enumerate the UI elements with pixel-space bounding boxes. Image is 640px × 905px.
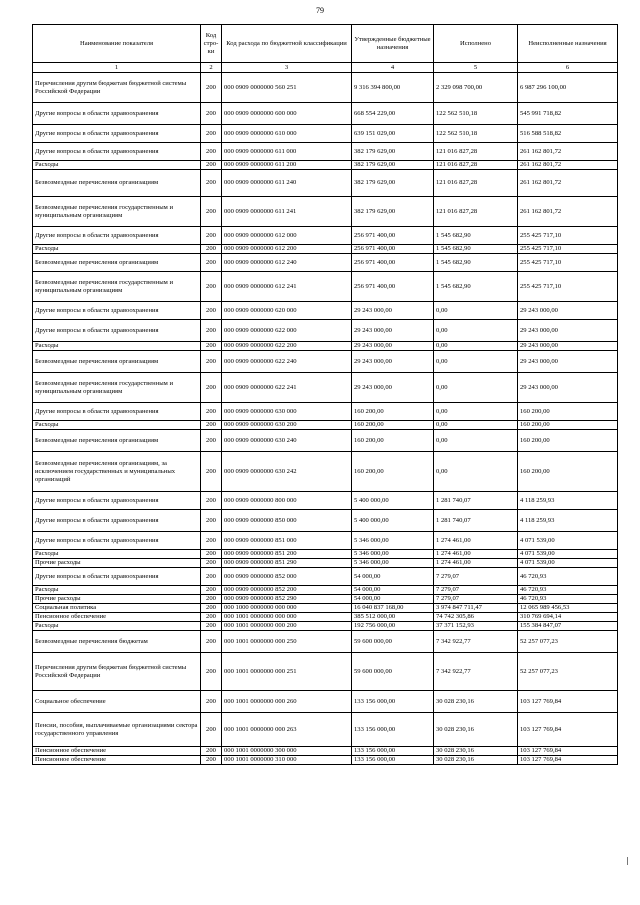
- row-name: Другие вопросы в области здравоохранения: [33, 143, 201, 161]
- row-expense-code: 000 0909 0000000 611 000: [222, 143, 352, 161]
- row-line-code: 200: [201, 586, 222, 595]
- row-name: Расходы: [33, 622, 201, 631]
- row-line-code: 200: [201, 302, 222, 320]
- row-approved: 668 554 229,00: [352, 103, 434, 125]
- row-name: Другие вопросы в области здравоохранения: [33, 510, 201, 532]
- row-executed: 122 562 510,18: [434, 125, 518, 143]
- row-expense-code: 000 0909 0000000 622 200: [222, 342, 352, 351]
- row-approved: 29 243 000,00: [352, 320, 434, 342]
- row-approved: 133 156 000,00: [352, 747, 434, 756]
- header-name: Наименование показателя: [33, 25, 201, 63]
- row-approved: 382 179 629,00: [352, 197, 434, 227]
- table-row: [33, 320, 618, 342]
- column-number: 3: [222, 63, 352, 73]
- row-unexecuted: 46 720,93: [518, 568, 618, 586]
- table-row: [33, 550, 618, 559]
- table-row: [33, 227, 618, 245]
- row-line-code: 200: [201, 559, 222, 568]
- row-expense-code: 000 0909 0000000 612 241: [222, 272, 352, 302]
- row-executed: 0,00: [434, 421, 518, 430]
- row-unexecuted: 29 243 000,00: [518, 373, 618, 403]
- row-executed: 7 279,07: [434, 586, 518, 595]
- column-number: 2: [201, 63, 222, 73]
- row-expense-code: 000 0909 0000000 612 240: [222, 254, 352, 272]
- row-approved: 256 971 400,00: [352, 227, 434, 245]
- row-executed: 74 742 305,86: [434, 613, 518, 622]
- row-expense-code: 000 0909 0000000 610 000: [222, 125, 352, 143]
- table-row: [33, 653, 618, 691]
- row-name: Безвозмездные перечисления организациям: [33, 351, 201, 373]
- budget-table: [32, 24, 618, 765]
- row-executed: 7 279,07: [434, 595, 518, 604]
- table-row: [33, 197, 618, 227]
- row-expense-code: 000 0909 0000000 630 000: [222, 403, 352, 421]
- column-number: 5: [434, 63, 518, 73]
- row-name: Другие вопросы в области здравоохранения: [33, 103, 201, 125]
- table-row: [33, 403, 618, 421]
- row-approved: 639 151 029,00: [352, 125, 434, 143]
- row-line-code: 200: [201, 161, 222, 170]
- row-executed: 30 028 230,16: [434, 747, 518, 756]
- row-executed: 1 281 740,07: [434, 492, 518, 510]
- row-executed: 0,00: [434, 320, 518, 342]
- row-line-code: 200: [201, 452, 222, 492]
- row-name: Безвозмездные перечисления организациям: [33, 170, 201, 197]
- row-line-code: 200: [201, 691, 222, 713]
- row-unexecuted: 12 065 989 456,53: [518, 604, 618, 613]
- table-body: [33, 73, 618, 765]
- table-row: [33, 756, 618, 765]
- row-line-code: 200: [201, 568, 222, 586]
- row-approved: 160 200,00: [352, 452, 434, 492]
- row-name: Безвозмездные перечисления организациям: [33, 430, 201, 452]
- table-row: [33, 691, 618, 713]
- row-expense-code: 000 1001 0000000 000 251: [222, 653, 352, 691]
- row-line-code: 200: [201, 103, 222, 125]
- row-approved: 385 512 000,00: [352, 613, 434, 622]
- table-row: [33, 161, 618, 170]
- row-approved: 54 000,00: [352, 595, 434, 604]
- row-approved: 29 243 000,00: [352, 373, 434, 403]
- row-approved: 5 400 000,00: [352, 510, 434, 532]
- row-name: Другие вопросы в области здравоохранения: [33, 492, 201, 510]
- row-expense-code: 000 0909 0000000 612 200: [222, 245, 352, 254]
- table-row: [33, 532, 618, 550]
- row-line-code: 200: [201, 373, 222, 403]
- row-line-code: 200: [201, 613, 222, 622]
- row-executed: 7 342 922,77: [434, 631, 518, 653]
- table-row: [33, 510, 618, 532]
- row-executed: 121 016 827,28: [434, 170, 518, 197]
- row-expense-code: 000 1001 0000000 000 200: [222, 622, 352, 631]
- row-approved: 5 346 000,00: [352, 532, 434, 550]
- row-unexecuted: 310 769 694,14: [518, 613, 618, 622]
- row-unexecuted: 4 118 259,93: [518, 492, 618, 510]
- row-line-code: 200: [201, 756, 222, 765]
- row-approved: 382 179 629,00: [352, 170, 434, 197]
- row-approved: 382 179 629,00: [352, 143, 434, 161]
- table-row: [33, 254, 618, 272]
- row-executed: 122 562 510,18: [434, 103, 518, 125]
- header-approved: Утвержденные бюджетные назначения: [352, 25, 434, 63]
- column-number: 4: [352, 63, 434, 73]
- header-executed: Исполнено: [434, 25, 518, 63]
- row-name: Безвозмездные перечисления бюджетам: [33, 631, 201, 653]
- row-name: Пенсионное обеспечение: [33, 756, 201, 765]
- row-unexecuted: 103 127 769,84: [518, 691, 618, 713]
- row-executed: 0,00: [434, 373, 518, 403]
- row-unexecuted: 29 243 000,00: [518, 342, 618, 351]
- row-name: Безвозмездные перечисления организациям, за исключением государственных и муниципальных организаций: [33, 452, 201, 492]
- row-expense-code: 000 1001 0000000 310 000: [222, 756, 352, 765]
- table-row: [33, 125, 618, 143]
- row-approved: 256 971 400,00: [352, 254, 434, 272]
- row-line-code: 200: [201, 622, 222, 631]
- row-expense-code: 000 0909 0000000 852 290: [222, 595, 352, 604]
- table-row: [33, 73, 618, 103]
- row-expense-code: 000 0909 0000000 852 200: [222, 586, 352, 595]
- row-approved: 5 346 000,00: [352, 550, 434, 559]
- row-name: Расходы: [33, 586, 201, 595]
- table-row: [33, 351, 618, 373]
- table-row: [33, 421, 618, 430]
- row-line-code: 200: [201, 421, 222, 430]
- row-expense-code: 000 0909 0000000 622 241: [222, 373, 352, 403]
- column-number: 6: [518, 63, 618, 73]
- header-line-code: Код стро-ки: [201, 25, 222, 63]
- row-name: Другие вопросы в области здравоохранения: [33, 320, 201, 342]
- row-executed: 1 274 461,00: [434, 532, 518, 550]
- row-executed: 121 016 827,28: [434, 161, 518, 170]
- row-unexecuted: 29 243 000,00: [518, 320, 618, 342]
- row-expense-code: 000 0909 0000000 611 241: [222, 197, 352, 227]
- row-executed: 121 016 827,28: [434, 143, 518, 161]
- row-expense-code: 000 0909 0000000 611 200: [222, 161, 352, 170]
- table-row: [33, 492, 618, 510]
- row-unexecuted: 160 200,00: [518, 430, 618, 452]
- row-expense-code: 000 1001 0000000 000 250: [222, 631, 352, 653]
- row-unexecuted: 255 425 717,10: [518, 254, 618, 272]
- table-row: [33, 613, 618, 622]
- row-approved: 160 200,00: [352, 430, 434, 452]
- row-name: Социальное обеспечение: [33, 691, 201, 713]
- row-name: Безвозмездные перечисления государственным и муниципальным организациям: [33, 373, 201, 403]
- row-name: Безвозмездные перечисления государственным и муниципальным организациям: [33, 197, 201, 227]
- row-line-code: 200: [201, 653, 222, 691]
- row-line-code: 200: [201, 125, 222, 143]
- row-name: Расходы: [33, 342, 201, 351]
- row-name: Пенсионное обеспечение: [33, 613, 201, 622]
- row-executed: 0,00: [434, 403, 518, 421]
- row-executed: 0,00: [434, 302, 518, 320]
- row-name: Пенсии, пособия, выплачиваемые организациями сектора государственного управления: [33, 713, 201, 747]
- row-executed: 2 329 098 700,00: [434, 73, 518, 103]
- row-unexecuted: 4 118 259,93: [518, 510, 618, 532]
- row-name: Расходы: [33, 245, 201, 254]
- row-unexecuted: 46 720,93: [518, 595, 618, 604]
- row-unexecuted: 6 987 296 100,00: [518, 73, 618, 103]
- row-approved: 54 000,00: [352, 568, 434, 586]
- row-line-code: 200: [201, 143, 222, 161]
- row-executed: 7 342 922,77: [434, 653, 518, 691]
- row-name: Расходы: [33, 550, 201, 559]
- row-approved: 9 316 394 800,00: [352, 73, 434, 103]
- row-executed: 1 274 461,00: [434, 550, 518, 559]
- row-executed: 1 545 682,90: [434, 227, 518, 245]
- row-executed: 1 274 461,00: [434, 559, 518, 568]
- row-line-code: 200: [201, 604, 222, 613]
- table-row: [33, 595, 618, 604]
- row-line-code: 200: [201, 550, 222, 559]
- row-name: Прочие расходы: [33, 595, 201, 604]
- table-row: [33, 245, 618, 254]
- row-approved: 133 156 000,00: [352, 691, 434, 713]
- table-row: [33, 452, 618, 492]
- row-executed: 1 545 682,90: [434, 254, 518, 272]
- table-row: [33, 170, 618, 197]
- row-approved: 160 200,00: [352, 421, 434, 430]
- row-approved: 382 179 629,00: [352, 161, 434, 170]
- row-executed: 3 974 847 711,47: [434, 604, 518, 613]
- row-line-code: 200: [201, 351, 222, 373]
- row-approved: 133 156 000,00: [352, 713, 434, 747]
- row-executed: 30 028 230,16: [434, 691, 518, 713]
- row-line-code: 200: [201, 713, 222, 747]
- row-line-code: 200: [201, 403, 222, 421]
- table-row: [33, 143, 618, 161]
- row-unexecuted: 29 243 000,00: [518, 351, 618, 373]
- row-unexecuted: 52 257 077,23: [518, 653, 618, 691]
- table-row: [33, 747, 618, 756]
- row-executed: 0,00: [434, 342, 518, 351]
- row-expense-code: 000 0909 0000000 851 000: [222, 532, 352, 550]
- row-unexecuted: 160 200,00: [518, 421, 618, 430]
- row-unexecuted: 160 200,00: [518, 403, 618, 421]
- row-line-code: 200: [201, 272, 222, 302]
- row-unexecuted: 255 425 717,10: [518, 272, 618, 302]
- row-unexecuted: 255 425 717,10: [518, 245, 618, 254]
- row-approved: 16 040 837 168,00: [352, 604, 434, 613]
- row-executed: 1 545 682,90: [434, 245, 518, 254]
- row-unexecuted: 52 257 077,23: [518, 631, 618, 653]
- row-expense-code: 000 1000 0000000 000 000: [222, 604, 352, 613]
- row-approved: 5 400 000,00: [352, 492, 434, 510]
- column-number-row: [33, 63, 618, 73]
- row-expense-code: 000 0909 0000000 800 000: [222, 492, 352, 510]
- row-unexecuted: 160 200,00: [518, 452, 618, 492]
- table-row: [33, 622, 618, 631]
- row-unexecuted: 103 127 769,84: [518, 713, 618, 747]
- row-unexecuted: 261 162 801,72: [518, 170, 618, 197]
- row-unexecuted: 103 127 769,84: [518, 747, 618, 756]
- row-line-code: 200: [201, 631, 222, 653]
- row-line-code: 200: [201, 197, 222, 227]
- row-unexecuted: 103 127 769,84: [518, 756, 618, 765]
- row-expense-code: 000 0909 0000000 622 240: [222, 351, 352, 373]
- row-line-code: 200: [201, 342, 222, 351]
- table-row: [33, 604, 618, 613]
- column-number: 1: [33, 63, 201, 73]
- row-name: Другие вопросы в области здравоохранения: [33, 227, 201, 245]
- row-unexecuted: 261 162 801,72: [518, 197, 618, 227]
- table-row: [33, 342, 618, 351]
- row-approved: 59 600 000,00: [352, 631, 434, 653]
- table-row: [33, 631, 618, 653]
- table-row: [33, 430, 618, 452]
- row-line-code: 200: [201, 73, 222, 103]
- row-approved: 192 756 000,00: [352, 622, 434, 631]
- row-expense-code: 000 0909 0000000 851 200: [222, 550, 352, 559]
- page-number: 79: [316, 6, 324, 15]
- row-name: Другие вопросы в области здравоохранения: [33, 532, 201, 550]
- row-unexecuted: 255 425 717,10: [518, 227, 618, 245]
- row-executed: 1 281 740,07: [434, 510, 518, 532]
- row-line-code: 200: [201, 254, 222, 272]
- row-name: Безвозмездные перечисления государственным и муниципальным организациям: [33, 272, 201, 302]
- row-expense-code: 000 0909 0000000 630 242: [222, 452, 352, 492]
- row-approved: 54 000,00: [352, 586, 434, 595]
- row-unexecuted: 155 384 847,07: [518, 622, 618, 631]
- row-executed: 0,00: [434, 430, 518, 452]
- row-expense-code: 000 0909 0000000 612 000: [222, 227, 352, 245]
- header-unexecuted: Неисполненные назначения: [518, 25, 618, 63]
- row-executed: 0,00: [434, 351, 518, 373]
- row-line-code: 200: [201, 245, 222, 254]
- row-approved: 59 600 000,00: [352, 653, 434, 691]
- row-approved: 29 243 000,00: [352, 342, 434, 351]
- row-executed: 7 279,07: [434, 568, 518, 586]
- row-name: Другие вопросы в области здравоохранения: [33, 568, 201, 586]
- row-line-code: 200: [201, 492, 222, 510]
- row-expense-code: 000 0909 0000000 620 000: [222, 302, 352, 320]
- row-expense-code: 000 1001 0000000 300 000: [222, 747, 352, 756]
- row-line-code: 200: [201, 170, 222, 197]
- row-line-code: 200: [201, 430, 222, 452]
- row-executed: 1 545 682,90: [434, 272, 518, 302]
- row-unexecuted: 516 588 518,82: [518, 125, 618, 143]
- table-row: [33, 713, 618, 747]
- table-row: [33, 272, 618, 302]
- row-unexecuted: 261 162 801,72: [518, 143, 618, 161]
- row-line-code: 200: [201, 510, 222, 532]
- row-expense-code: 000 0909 0000000 622 000: [222, 320, 352, 342]
- row-unexecuted: 545 991 718,82: [518, 103, 618, 125]
- row-expense-code: 000 0909 0000000 630 200: [222, 421, 352, 430]
- row-executed: 30 028 230,16: [434, 713, 518, 747]
- row-name: Перечисления другим бюджетам бюджетной системы Российской Федерации: [33, 73, 201, 103]
- row-line-code: 200: [201, 532, 222, 550]
- row-expense-code: 000 1001 0000000 000 260: [222, 691, 352, 713]
- row-executed: 30 028 230,16: [434, 756, 518, 765]
- row-line-code: 200: [201, 227, 222, 245]
- row-unexecuted: 4 071 539,00: [518, 532, 618, 550]
- row-line-code: 200: [201, 320, 222, 342]
- row-expense-code: 000 0909 0000000 850 000: [222, 510, 352, 532]
- row-name: Безвозмездные перечисления организациям: [33, 254, 201, 272]
- row-executed: 0,00: [434, 452, 518, 492]
- row-name: Другие вопросы в области здравоохранения: [33, 302, 201, 320]
- row-name: Перечисления другим бюджетам бюджетной системы Российской Федерации: [33, 653, 201, 691]
- row-name: Другие вопросы в области здравоохранения: [33, 125, 201, 143]
- row-approved: 160 200,00: [352, 403, 434, 421]
- row-executed: 121 016 827,28: [434, 197, 518, 227]
- row-unexecuted: 261 162 801,72: [518, 161, 618, 170]
- row-expense-code: 000 0909 0000000 851 290: [222, 559, 352, 568]
- row-approved: 29 243 000,00: [352, 351, 434, 373]
- table-row: [33, 373, 618, 403]
- row-unexecuted: 4 071 539,00: [518, 559, 618, 568]
- row-approved: 5 346 000,00: [352, 559, 434, 568]
- row-expense-code: 000 1001 0000000 000 263: [222, 713, 352, 747]
- row-expense-code: 000 0909 0000000 600 000: [222, 103, 352, 125]
- header-expense-code: Код расхода по бюджетной классификации: [222, 25, 352, 63]
- table-row: [33, 586, 618, 595]
- row-unexecuted: 29 243 000,00: [518, 302, 618, 320]
- row-expense-code: 000 0909 0000000 852 000: [222, 568, 352, 586]
- row-name: Другие вопросы в области здравоохранения: [33, 403, 201, 421]
- row-name: Расходы: [33, 421, 201, 430]
- row-name: Социальная политика: [33, 604, 201, 613]
- row-approved: 256 971 400,00: [352, 272, 434, 302]
- row-unexecuted: 46 720,93: [518, 586, 618, 595]
- row-expense-code: 000 0909 0000000 560 251: [222, 73, 352, 103]
- row-line-code: 200: [201, 595, 222, 604]
- row-expense-code: 000 0909 0000000 630 240: [222, 430, 352, 452]
- row-expense-code: 000 1001 0000000 000 000: [222, 613, 352, 622]
- row-name: Пенсионное обеспечение: [33, 747, 201, 756]
- table-row: [33, 103, 618, 125]
- row-approved: 29 243 000,00: [352, 302, 434, 320]
- row-approved: 133 156 000,00: [352, 756, 434, 765]
- row-expense-code: 000 0909 0000000 611 240: [222, 170, 352, 197]
- row-name: Прочие расходы: [33, 559, 201, 568]
- table-row: [33, 302, 618, 320]
- row-line-code: 200: [201, 747, 222, 756]
- table-row: [33, 568, 618, 586]
- row-name: Расходы: [33, 161, 201, 170]
- row-executed: 37 371 152,93: [434, 622, 518, 631]
- table-row: [33, 559, 618, 568]
- row-approved: 256 971 400,00: [352, 245, 434, 254]
- page-corner-mark: [627, 857, 628, 865]
- row-unexecuted: 4 071 539,00: [518, 550, 618, 559]
